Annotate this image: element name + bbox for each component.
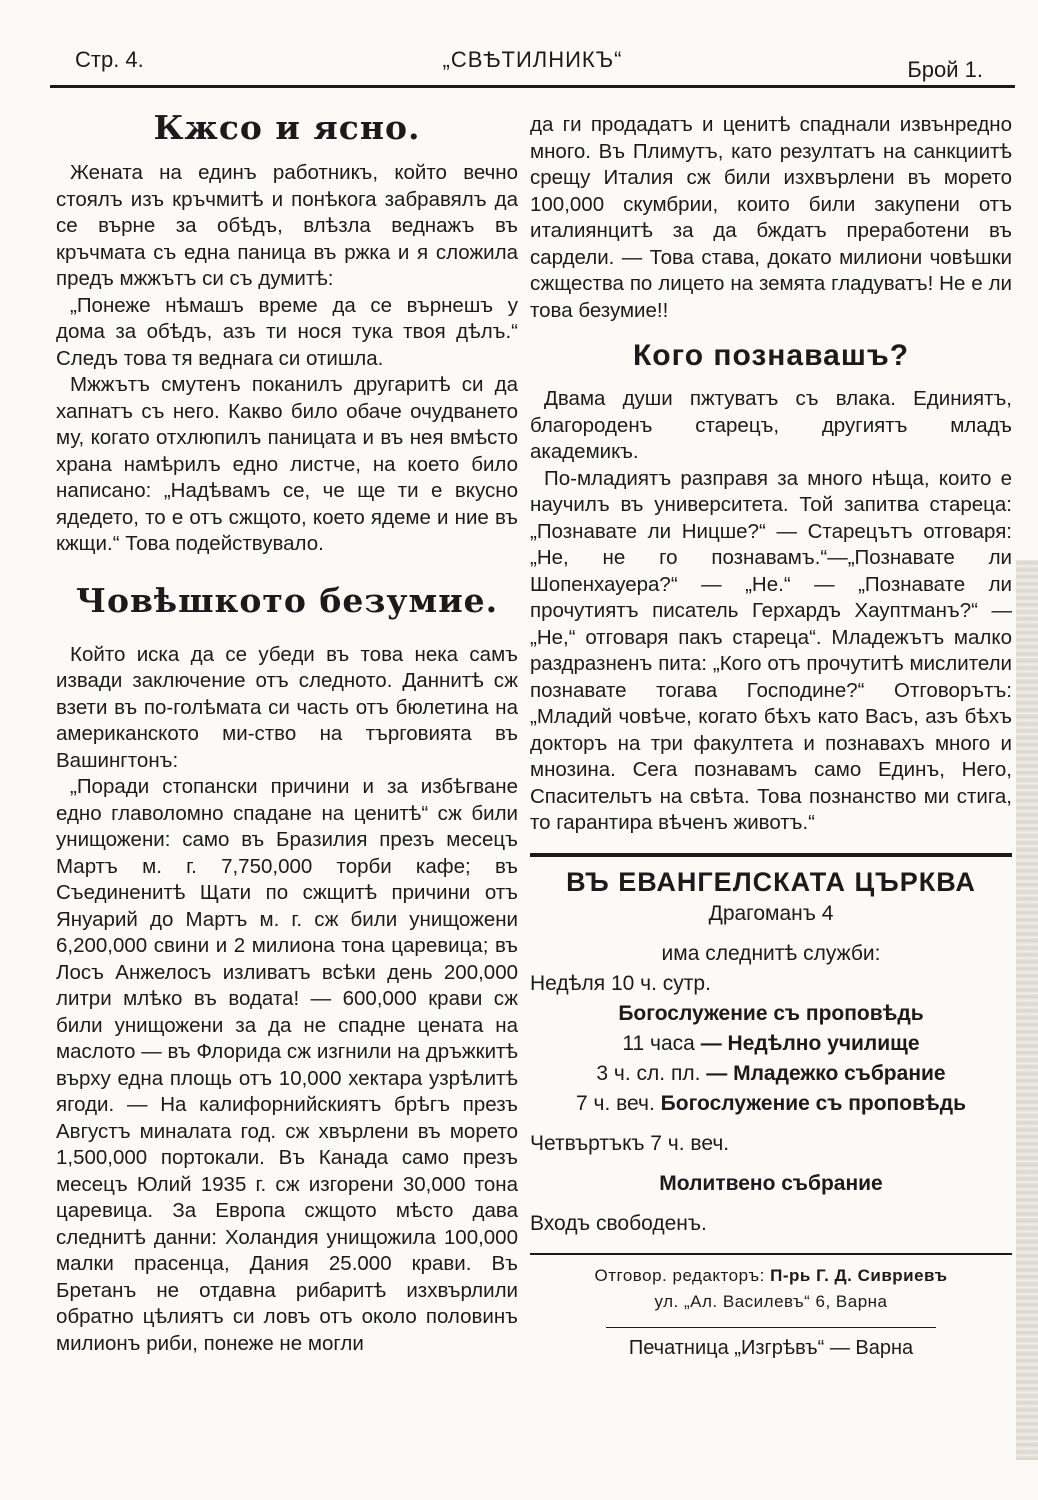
printer-divider <box>606 1327 936 1328</box>
editor-label: Отговор. редакторъ: <box>594 1265 765 1285</box>
church-address: Драгоманъ 4 <box>708 901 834 925</box>
article-paragraph: „Поради стопански причини и за избѣгване едно главоломно спадане на ценитѣ“ сж били унищожени: само въ Бразилия презъ месецъ Мартъ м. г. 7,750,000 торби кафе; въ Съединенитѣ Щати по сжщитѣ причини отъ Януарий до Мартъ м. г. сж били унищожени 6,200,000 свини и 2 милиона тона царевица; въ Лосъ Анжелосъ изливатъ всѣки день 200,000 литри млѣко въ водата! — 600,000 крави сж били унищожени за да не спадне цената на маслото — въ Флорида сж изгнили на дръжкитѣ върху една площь отъ 10,000 хектара узрѣлитѣ ягоди. — На калифорнийскиятъ брѣгъ презъ Августъ миналата год. сж хвърлени въ морето 1,500,000 портокали. Въ Канада само презъ месецъ Юлий 1935 г. сж изгорени 30,000 тона царевица. За Европа сжщото мѣсто дава следнитѣ данни: Холандия унищожила 100,000 малки прасенца, Дания 25.000 крави. Въ Бретанъ не отдавна рибаритѣ изхвърлили обратно цѣлиятъ си ловъ отъ около половинъ милионъ риби, понеже не могли <box>56 775 518 1355</box>
service-name: — Младежко събрание <box>706 1061 946 1085</box>
entry-note: Входъ свободенъ. <box>530 1211 707 1235</box>
church-intro: има следнитѣ служби: <box>661 941 881 965</box>
article-title: Кого познавашъ? <box>632 339 910 372</box>
section-divider <box>530 853 1012 857</box>
editor-address: ул. „Ал. Василевъ“ 6, Варна <box>654 1291 888 1311</box>
article-paragraph-continued: да ги продадатъ и ценитѣ спаднали извънредно много. Въ Плимутъ, като резултатъ на санкциитѣ срещу Италия сж били изхвърлени въ морето 100,000 скумбрии, които били закупени отъ италиянцитѣ за да бждатъ преработени въ сардели. — Това става, докато милиони човѣшки сжщества по лицето на земята гладуватъ! Не е ли това безумие!! <box>530 113 1012 322</box>
issue-number: Брой 1. <box>907 57 983 82</box>
scan-edge-shadow <box>1016 560 1038 1460</box>
article-paragraph: Двама души пжтуватъ съ влака. Единиятъ, благороденъ старецъ, другиятъ младъ академикъ. <box>530 387 1012 463</box>
editor-name: П-рь Г. Д. Сивриевъ <box>770 1265 948 1285</box>
editor-line <box>530 1263 1012 1289</box>
service-youth <box>530 1059 1012 1089</box>
article-paragraph: Мжжътъ смутенъ поканилъ другаритѣ си да хапнатъ съ него. Какво било обаче очудването му, когато отхлюпилъ паницата и въ нея вмѣсто храна намѣрилъ едно листче, на което било написано: „Надѣвамъ се, че ще ти е вкусно ядедето, то е отъ сжщото, което ядеме и ние въ кжщи.“ Това подействувало. <box>56 373 518 555</box>
service-name: Богослужение съ проповѣдь <box>660 1091 966 1115</box>
article-paragraph: Жената на единъ работникъ, който вечно стоялъ изъ кръчмитѣ и понѣкога забравялъ да се върне за обѣдъ, влѣзла веднажъ въ кръчмата съ една паница въ ржка и я сложила предъ мжжътъ си съ думитѣ: <box>56 161 518 290</box>
prayer-meeting: Молитвено събрание <box>659 1171 883 1195</box>
thursday-time: Четвъртъкъ 7 ч. веч. <box>530 1131 730 1155</box>
service-sunday-school <box>530 1029 1012 1059</box>
article-short-clear <box>56 100 518 558</box>
church-title: ВЪ ЕВАНГЕЛСКАТА ЦЪРКВА <box>566 866 976 897</box>
service-time: 11 часа <box>622 1031 695 1055</box>
newspaper-title: „СВѢТИЛНИКЪ“ <box>442 47 623 72</box>
article-title: Човѣшкото безумие. <box>75 580 499 620</box>
right-column <box>530 112 1012 1362</box>
service-time: 3 ч. сл. пл. <box>596 1061 701 1085</box>
left-column <box>56 100 518 1359</box>
article-title: Кжсо и ясно. <box>153 108 421 147</box>
service-name: — Недѣлно училище <box>700 1031 920 1055</box>
article-human-madness <box>56 572 518 1358</box>
church-announcement <box>530 865 1012 1239</box>
sunday-time: Недѣля 10 ч. сутр. <box>530 971 711 995</box>
article-whom-you-know <box>530 330 1012 837</box>
service-evening <box>530 1089 1012 1119</box>
service-sermon: Богослужение съ проповѣдь <box>618 1001 924 1025</box>
article-paragraph: „Понеже нѣмашъ време да се върнешъ у дома за обѣдъ, азъ ти нося тука твоя дѣлъ.“ Следъ това тя веднага си отишла. <box>56 293 518 370</box>
article-paragraph: Който иска да се убеди въ това нека самъ извади заключение отъ следното. Даннитѣ сж взети въ по-голѣмата си часть отъ бюлетина на американското ми-ство на търговията въ Вашингтонъ: <box>56 642 518 772</box>
imprint-divider <box>530 1253 1012 1255</box>
page-header <box>50 45 1015 88</box>
page-number: Стр. 4. <box>75 47 144 72</box>
service-time: 7 ч. веч. <box>576 1091 655 1115</box>
article-paragraph: По-младиятъ разправя за много нѣща, които е научилъ въ университета. Той запитва стареца: „Познавате ли Ницше?“ — Старецътъ отговаря: „Не, не го познавамъ.“—„Познавате ли Шопенхауера?“ — „Не.“ — „Познавате ли прочутиятъ писатель Герхардъ Хауптманъ?“ — „Не,“ отговаря пакъ стареца“. Младежътъ малко раздразненъ пита: „Кого отъ прочутитѣ мислители познавате тогава Господине?“ Отговорътъ: „Младий човѣче, когато бѣхъ като Васъ, азъ бѣхъ докторъ на три факултета и познавахъ много и мнозина. Сега познавамъ само Единъ, Него, Спасительтъ на свѣта. Това познанство ми стига, то гарантира вѣченъ животъ.“ <box>530 466 1012 834</box>
printer-line: Печатница „Изгрѣвъ“ — Варна <box>628 1336 914 1359</box>
